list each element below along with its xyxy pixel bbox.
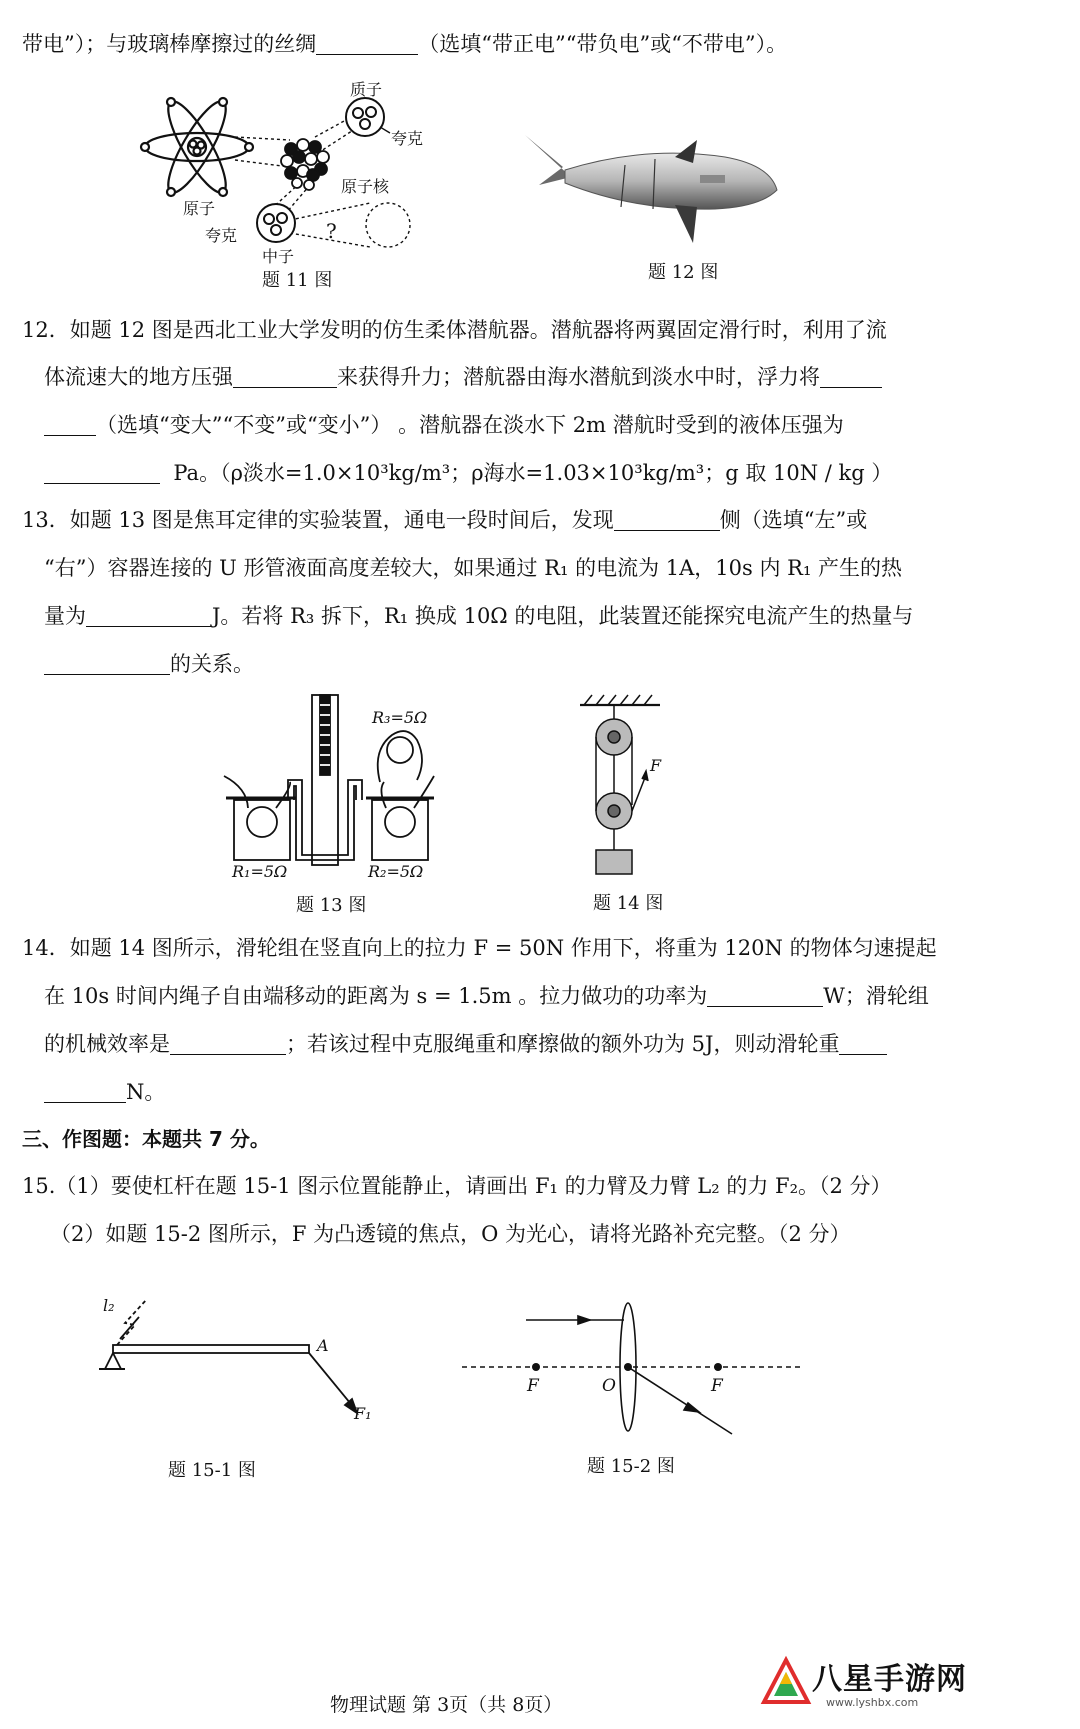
figure-caption: 题 11 图 xyxy=(262,270,333,291)
q13-line: 13．如题 13 图是焦耳定律的实验装置，通电一段时间后，发现 侧（选填“左”或 xyxy=(22,508,868,532)
page-footer: 物理试题 第 3页（共 8页） xyxy=(330,1694,563,1716)
atom-structure-figure xyxy=(140,75,440,270)
label-focus-left: F xyxy=(527,1376,539,1396)
answer-blank[interactable] xyxy=(44,413,96,436)
answer-blank[interactable] xyxy=(839,1032,887,1055)
q14-line: 14．如题 14 图所示，滑轮组在竖直向上的拉力 F = 50N 作用下，将重为 120N 的物体匀速提起 xyxy=(22,936,937,960)
q13-line: 量为 J。若将 R₃ 拆下，R₁ 换成 10Ω 的电阻，此装置还能探究电流产生的热量与 xyxy=(44,604,914,628)
label-focus-right: F xyxy=(711,1376,723,1396)
label-f1: F₁ xyxy=(354,1404,372,1423)
watermark-brand: 八星手游网 xyxy=(812,1662,967,1697)
answer-blank[interactable] xyxy=(86,604,212,627)
q13-line: “右”）容器连接的 U 形管液面高度差较大，如果通过 R₁ 的电流为 1A，10s 内 R₁ 产生的热 xyxy=(44,556,903,580)
q13-line: 的关系。 xyxy=(44,650,254,678)
q14-line: 在 10s 时间内绳子自由端移动的距离为 s = 1.5m 。拉力做功的功率为 W；滑轮组 xyxy=(44,984,929,1008)
watermark-logo-icon xyxy=(760,1656,812,1708)
answer-blank[interactable] xyxy=(707,984,823,1007)
q14-line: 的机械效率是 ；若该过程中克服绳重和摩擦做的额外功为 5J，则动滑轮重 xyxy=(44,1030,887,1058)
q12-line: 12．如题 12 图是西北工业大学发明的仿生柔体潜航器。潜航器将两翼固定滑行时，利用了流 xyxy=(22,318,887,342)
label-r2: R₂=5Ω xyxy=(368,862,424,881)
label-atom: 原子 xyxy=(183,199,216,218)
answer-blank[interactable] xyxy=(170,1032,286,1055)
label-proton: 质子 xyxy=(350,80,383,99)
section-heading: 三、作图题：本题共 7 分。 xyxy=(22,1127,270,1151)
figure-caption: 题 14 图 xyxy=(593,893,664,914)
q12-line: Pa。（ρ淡水=1.0×10³kg/m³；ρ海水=1.03×10³kg/m³；g 取 10N / kg ） xyxy=(44,459,892,487)
q12-line: （选填“变大”“不变”或“变小”） 。潜航器在淡水下 2m 潜航时受到的液体压强为 xyxy=(44,411,844,439)
label-neutron: 中子 xyxy=(262,247,295,266)
label-force-f: F xyxy=(650,756,662,775)
lever-figure xyxy=(95,1295,395,1435)
figure-caption: 题 15-2 图 xyxy=(587,1456,675,1477)
label-optical-center: O xyxy=(602,1376,616,1396)
answer-blank[interactable] xyxy=(233,365,337,388)
answer-blank[interactable] xyxy=(44,1080,126,1103)
label-question: ? xyxy=(326,219,337,243)
answer-blank[interactable] xyxy=(44,461,160,484)
label-quark: 夸克 xyxy=(391,129,424,148)
watermark-url: www.lyshbx.com xyxy=(826,1696,919,1709)
convex-lens-figure xyxy=(460,1300,805,1440)
label-r1: R₁=5Ω xyxy=(232,862,288,881)
answer-blank[interactable] xyxy=(44,652,170,675)
label-quark: 夸克 xyxy=(205,226,238,245)
answer-blank[interactable] xyxy=(316,32,418,55)
bionic-vehicle-figure xyxy=(525,135,785,245)
label-r3: R₃=5Ω xyxy=(372,708,428,727)
q14-line: N。 xyxy=(44,1078,165,1106)
figure-caption: 题 13 图 xyxy=(296,895,367,916)
answer-blank[interactable] xyxy=(614,508,720,531)
top-line: 带电”）；与玻璃棒摩擦过的丝绸 （选填“带正电”“带负电”或“不带电”）。 xyxy=(22,32,788,56)
label-l2: l₂ xyxy=(103,1296,115,1315)
q12-line: 体流速大的地方压强 来获得升力；潜航器由海水潜航到淡水中时，浮力将 xyxy=(44,363,882,391)
label-point-a: A xyxy=(317,1336,329,1355)
answer-blank[interactable] xyxy=(820,365,882,388)
figure-caption: 题 15-1 图 xyxy=(168,1460,256,1481)
figure-caption: 题 12 图 xyxy=(648,262,719,283)
label-nucleus: 原子核 xyxy=(341,177,390,196)
q15-line: 15.（1）要使杠杆在题 15-1 图示位置能静止，请画出 F₁ 的力臂及力臂 L₂ 的力 F₂。（2 分） xyxy=(22,1174,892,1198)
pulley-system-figure xyxy=(580,695,670,880)
q15-line: （2）如题 15-2 图所示，F 为凸透镜的焦点，O 为光心，请将光路补充完整。（2 分） xyxy=(50,1222,851,1246)
